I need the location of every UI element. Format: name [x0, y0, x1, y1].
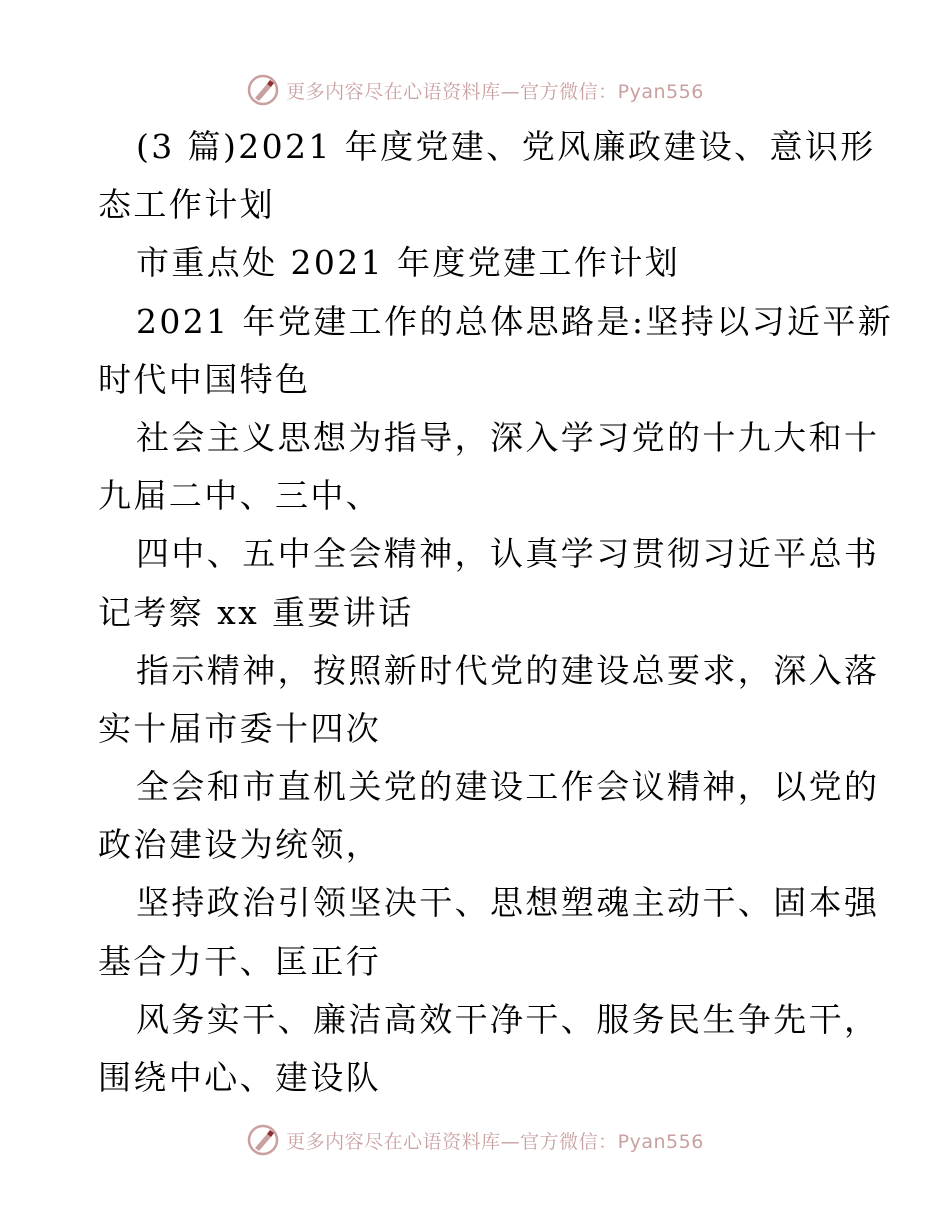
document-body [98, 118, 894, 1107]
footer-watermark [0, 1120, 950, 1160]
paragraph-line-cont: 基合力干、匡正行 [98, 941, 382, 981]
doc-title-line: (3 篇)2021 年度党建、党风廉政建设、意识形 [136, 127, 876, 166]
header-watermark [0, 70, 950, 110]
paragraph-line-cont: 政治建设为统领， [98, 825, 382, 865]
paragraph-line: 社会主义思想为指导，深入学习党的十九大和十 [136, 417, 880, 457]
paragraph-line: 指示精神，按照新时代党的建设总要求，深入落 [136, 650, 880, 690]
pen-logo-icon [246, 1123, 280, 1157]
paragraph-line-cont: 记考察 xx 重要讲话 [98, 592, 414, 632]
paragraph-line-cont: 围绕中心、建设队 [98, 1058, 382, 1097]
doc-subtitle: 市重点处 2021 年度党建工作计划 [136, 243, 681, 283]
paragraph-line-cont: 九届二中、三中、 [98, 476, 382, 516]
paragraph-line: 全会和市直机关党的建设工作会议精神，以党的 [136, 767, 880, 807]
paragraph-line: 风务实干、廉洁高效干净干、服务民生争先干， [136, 999, 880, 1039]
paragraph-line: 2021 年党建工作的总体思路是:坚持以习近平新 [136, 301, 894, 341]
paragraph-line-cont: 时代中国特色 [98, 359, 311, 399]
pen-logo-icon [246, 73, 280, 107]
watermark-text: 更多内容尽在心语资料库—官方微信：Pyan556 [286, 80, 704, 103]
paragraph-line: 坚持政治引领坚决干、思想塑魂主动干、固本强 [136, 883, 880, 923]
paragraph-line: 四中、五中全会精神，认真学习贯彻习近平总书 [136, 534, 880, 574]
paragraph-line-cont: 实十届市委十四次 [98, 708, 382, 748]
watermark-text: 更多内容尽在心语资料库—官方微信：Pyan556 [286, 1130, 704, 1153]
doc-title-line-cont: 态工作计划 [98, 185, 275, 225]
